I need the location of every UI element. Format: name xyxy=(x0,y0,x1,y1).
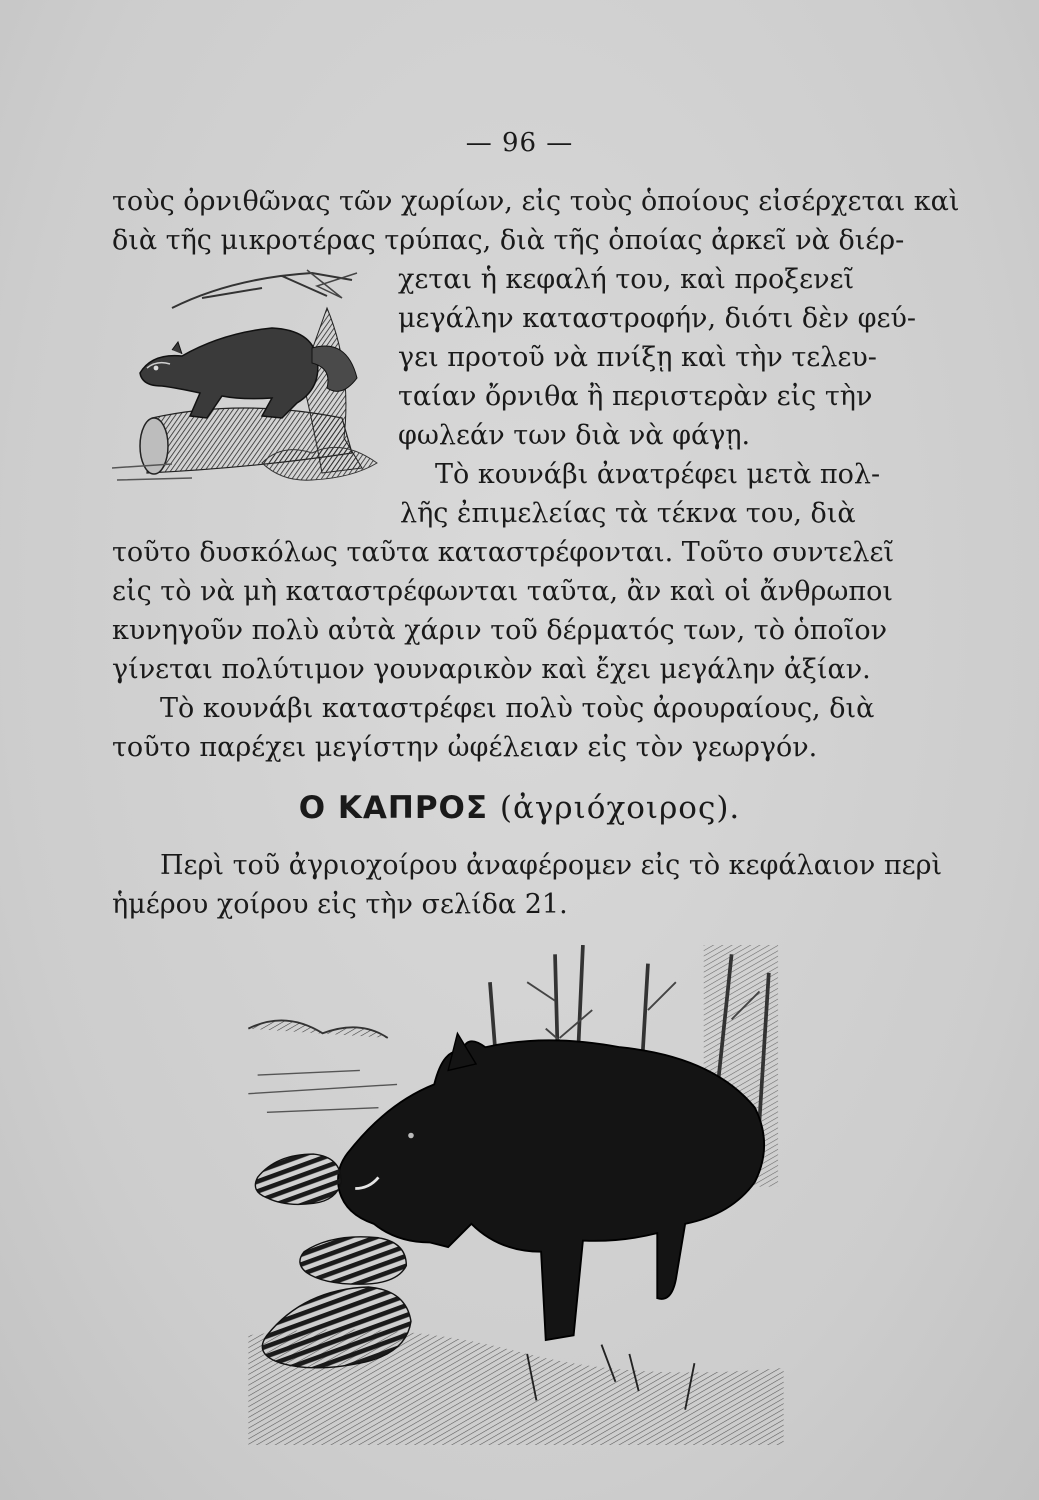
text-line-p4-0: Περὶ τοῦ ἀγριοχοίρου ἀναφέρομεν εἰς τὸ κεφάλαιον περὶ xyxy=(160,850,943,881)
page-number: — 96 — xyxy=(465,128,574,158)
text-line: εἰς τὸ νὰ μὴ καταστρέφωνται ταῦτα, ἂν καὶ οἱ ἄνθρωποι xyxy=(112,576,893,607)
text-line-p3-1: τοῦτο παρέχει μεγίστην ὠφέλειαν εἰς τὸν γεωργόν. xyxy=(112,732,818,763)
marten-illustration xyxy=(112,268,392,490)
text-line: λῆς ἐπιμελείας τὰ τέκνα του, διὰ xyxy=(400,498,856,529)
text-line: χεται ἡ κεφαλή του, καὶ προξενεῖ xyxy=(398,264,855,295)
text-line-p4-1: ἡμέρου χοίρου εἰς τὴν σελίδα 21. xyxy=(112,889,568,920)
text-line: διὰ τῆς μικροτέρας τρύπας, διὰ τῆς ὁποίας ἀρκεῖ νὰ διέρ- xyxy=(112,225,905,256)
text-line: μεγάλην καταστροφήν, διότι δὲν φεύ- xyxy=(398,303,916,334)
section-title-paren: (ἀγριόχοιρος). xyxy=(499,790,741,826)
text-line: ταίαν ὄρνιθα ἢ περιστερὰν εἰς τὴν xyxy=(398,381,873,412)
section-title xyxy=(0,790,1039,826)
boar-illustration xyxy=(228,945,804,1445)
section-title-main: Ο ΚΑΠΡΟΣ xyxy=(298,790,489,826)
text-line: γει προτοῦ νὰ πνίξῃ καὶ τὴν τελευ- xyxy=(398,342,877,373)
text-line: φωλεάν των διὰ νὰ φάγῃ. xyxy=(398,420,751,451)
piglet-3 xyxy=(300,1237,406,1284)
text-line: τοῦτο δυσκόλως ταῦτα καταστρέφονται. Τοῦτο συντελεῖ xyxy=(112,537,895,568)
text-line-p3-0: Τὸ κουνάβι καταστρέφει πολὺ τοὺς ἀρουραίους, διὰ xyxy=(160,693,875,724)
piglet-1 xyxy=(255,1154,341,1204)
text-line: κυνηγοῦν πολὺ αὐτὰ χάριν τοῦ δέρματός των, τὸ ὁποῖον xyxy=(112,615,888,646)
text-line: τοὺς ὀρνιθῶνας τῶν χωρίων, εἰς τοὺς ὁποίους εἰσέρχεται καὶ xyxy=(112,186,960,217)
text-line: γίνεται πολύτιμον γουναρικὸν καὶ ἔχει μεγάλην ἀξίαν. xyxy=(112,654,871,685)
text-line: Τὸ κουνάβι ἀνατρέφει μετὰ πολ- xyxy=(435,459,881,490)
